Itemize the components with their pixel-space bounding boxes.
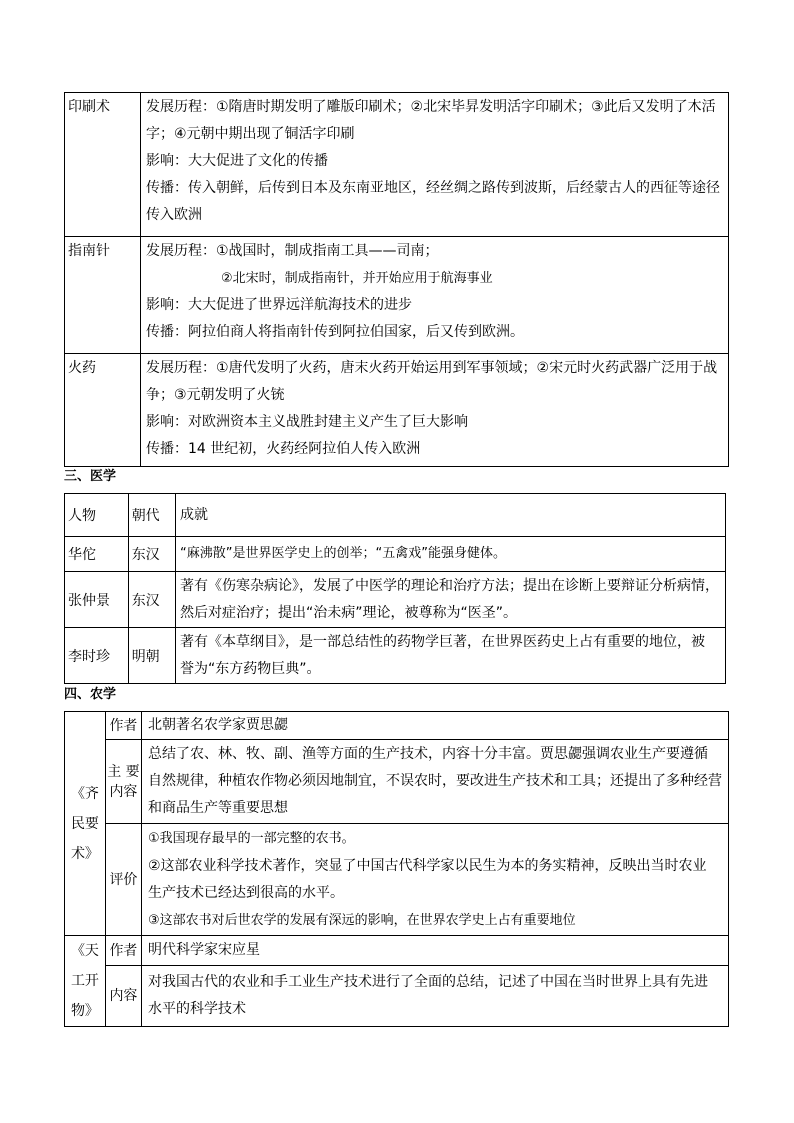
- book-title-line: 《齐: [70, 785, 99, 802]
- header-cell: 成就: [176, 494, 726, 537]
- table-row: [65, 712, 729, 740]
- table-row: [65, 628, 726, 684]
- table-row: [65, 824, 729, 936]
- detail-line: 传播：14 世纪初，火药经阿拉伯人传入欧洲: [146, 441, 421, 457]
- achievement-line: “麻沸散”是世界医学史上的创举；“五禽戏”能强身健体。: [180, 546, 506, 561]
- detail-line: 发展历程：①隋唐时期发明了雕版印刷术；②北宋毕昇发明活字印刷术；③此后又发明了木活: [146, 99, 716, 115]
- author-text: 北朝著名农学家贾思勰: [148, 717, 288, 733]
- table-row: [65, 537, 726, 572]
- section-heading-agriculture: 四、农学: [64, 687, 117, 702]
- invention-details: [141, 237, 729, 354]
- agriculture-table: [64, 711, 729, 1027]
- detail-line: 传播：传入朝鲜，后传到日本及东南亚地区，经丝绸之路传到波斯，后经蒙古人的西征等途径: [146, 180, 720, 196]
- achievement: [176, 537, 726, 572]
- evaluation-line: ①我国现存最早的一部完整的农书。: [148, 830, 355, 846]
- label-line: 主 要: [107, 763, 140, 780]
- header-cell: 人物: [65, 494, 129, 537]
- book-title-line: 术》: [70, 845, 99, 862]
- evaluation-value: [142, 824, 729, 936]
- invention-details: [141, 93, 729, 237]
- section-heading-medicine: 三、医学: [64, 469, 117, 484]
- author-text: 明代科学家宋应星: [148, 942, 260, 959]
- detail-line: 影响：对欧洲资本主义战胜封建主义产生了巨大影响: [146, 414, 468, 430]
- achievement-line: 誉为“东方药物巨典”。: [180, 660, 321, 677]
- invention-name: 印刷术: [65, 93, 141, 237]
- label-content: [105, 740, 141, 824]
- label-author: 作者: [105, 712, 141, 740]
- detail-line: 传播：阿拉伯商人将指南针传到阿拉伯国家，后又传到欧洲。: [146, 324, 524, 340]
- header-cell: 朝代: [128, 494, 175, 537]
- evaluation-line: ②这部农业科学技术著作，突显了中国古代科学家以民生为本的务实精神，反映出当时农业: [148, 857, 707, 874]
- table-row: [65, 237, 729, 354]
- invention-name: 指南针: [65, 237, 141, 354]
- detail-line: 发展历程：①战国时，制成指南工具——司南；: [146, 243, 439, 259]
- achievement-line: 然后对症治疗；提出“治未病”理论，被尊称为“医圣”。: [180, 604, 518, 621]
- invention-details: [141, 354, 729, 467]
- table-row: [65, 936, 729, 966]
- invention-name: 火药: [65, 354, 141, 467]
- medicine-table: [64, 493, 726, 684]
- evaluation-line: 生产技术已经达到很高的水平。: [148, 884, 344, 901]
- person-name: 李时珍: [65, 628, 129, 684]
- table-row: [65, 494, 726, 537]
- dynasty: 东汉: [128, 572, 175, 628]
- person-name: 张仲景: [65, 572, 129, 628]
- label-evaluation: 评价: [105, 824, 141, 936]
- book-title-qiminyaoshu: [65, 712, 106, 936]
- dynasty: 东汉: [128, 537, 175, 572]
- content-line: 水平的科学技术: [148, 1001, 246, 1018]
- person-name: 华佗: [65, 537, 129, 572]
- content-value: [142, 740, 729, 824]
- achievement-line: 著有《本草纲目》，是一部总结性的药物学巨著，在世界医药史上占有重要的地位，被: [180, 633, 705, 650]
- content-line: 和商品生产等重要思想: [148, 800, 288, 816]
- detail-line: 争；③元朝发明了火铳: [146, 387, 285, 403]
- dynasty: 明朝: [128, 628, 175, 684]
- author-value: [142, 712, 729, 740]
- table-row: [65, 740, 729, 824]
- inventions-table: [64, 92, 729, 467]
- table-row: [65, 966, 729, 1027]
- table-row: [65, 572, 726, 628]
- book-title-tiangongkaiwu: [65, 936, 106, 1027]
- book-title-line: 民要: [70, 815, 99, 832]
- achievement-line: 著有《伤寒杂病论》，发展了中医学的理论和治疗方法；提出在诊断上要辩证分析病情，: [180, 577, 719, 594]
- content-line: 自然规律，种植农作物必须因地制宜，不误农时，要改进生产技术和工具；还提出了多种经营: [148, 773, 722, 789]
- detail-line: 字；④元朝中期出现了铜活字印刷: [146, 126, 355, 142]
- content-line: 对我国古代的农业和手工业生产技术进行了全面的总结，记述了中国在当时世界上具有先进: [148, 974, 708, 991]
- achievement: [176, 628, 726, 684]
- book-title-line: 《天: [70, 943, 99, 959]
- table-row: [65, 93, 729, 237]
- evaluation-line: ③这部农书对后世农学的发展有深远的影响，在世界农学史上占有重要地位: [148, 912, 576, 928]
- content-value: [142, 966, 729, 1027]
- book-title-line: 工开: [70, 973, 99, 989]
- detail-line: 发展历程：①唐代发明了火药，唐末火药开始运用到军事领域；②宋元时火药武器广泛用于战: [146, 360, 718, 376]
- detail-line: 影响：大大促进了世界远洋航海技术的进步: [146, 297, 412, 313]
- table-row: [65, 354, 729, 467]
- author-value: [142, 936, 729, 966]
- detail-line: 影响：大大促进了文化的传播: [146, 153, 328, 169]
- label-content: 内容: [105, 966, 141, 1027]
- detail-line: 传入欧洲: [146, 207, 202, 223]
- content-line: 总结了农、林、牧、副、渔等方面的生产技术，内容十分丰富。贾思勰强调农业生产要遵循: [148, 746, 708, 762]
- achievement: [176, 572, 726, 628]
- detail-line: ②北宋时，制成指南针，并开始应用于航海事业: [221, 271, 493, 286]
- label-author: 作者: [105, 936, 141, 966]
- book-title-line: 物》: [70, 1003, 99, 1019]
- label-line: 内容: [109, 783, 138, 800]
